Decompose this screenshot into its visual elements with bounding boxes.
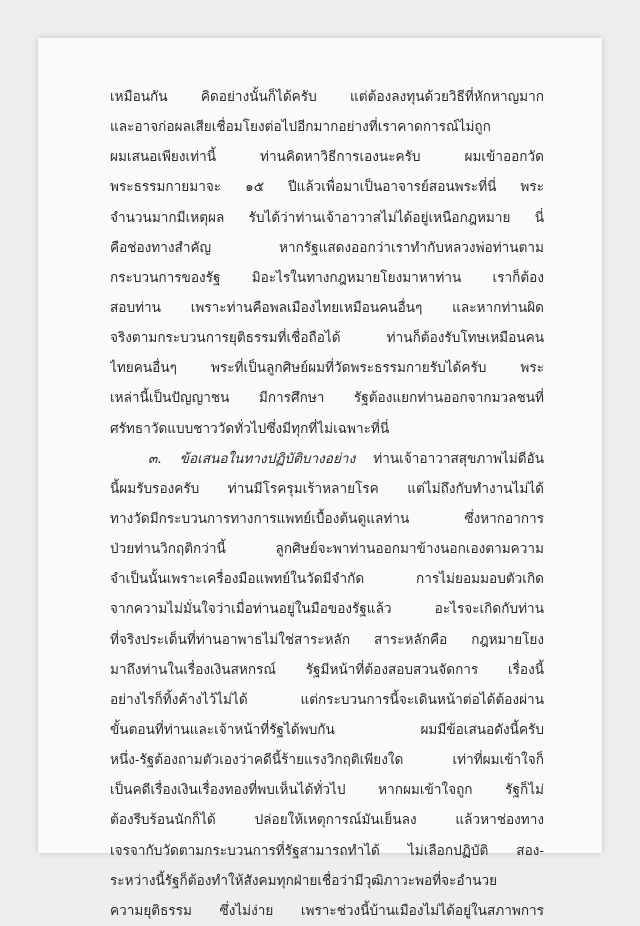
- text-line: จริงตามกระบวนการยุติธรรมที่เชื่อถือได้ ท่านก็ต้องรับโทษเหมือนคน: [110, 330, 544, 347]
- section-heading-continuation: ท่านเจ้าอาวาสสุขภาพไม่ดีอัน: [355, 450, 544, 467]
- text-line: เหมือนกัน คิดอย่างนั้นก็ได้ครับ แต่ต้องลงทุนด้วยวิธีที่หักหาญมาก: [110, 89, 544, 105]
- text-line: สอบท่าน เพราะท่านคือพลเมืองไทยเหมือนคนอื่นๆ และหากท่านผิด: [110, 299, 544, 316]
- text-line: หนึ่ง-รัฐต้องถามตัวเองว่าคดีนี้ร้ายแรงวิกฤติเพียงใด เท่าที่ผมเข้าใจก็: [110, 752, 544, 769]
- text-line: จำเป็นนั้นเพราะเครื่องมือแพทย์ในวัดมีจำกัด การไม่ยอมมอบตัวเกิด: [110, 571, 544, 588]
- paragraph-last-line: ศรัทธาวัดแบบชาววัดทั่วไปซึ่งมีทุกที่ไม่เฉพาะที่นี่: [110, 420, 390, 437]
- text-line: กระบวนการของรัฐ มิอะไรในทางกฎหมายโยงมาหาท่าน เราก็ต้อง: [110, 269, 544, 286]
- text-line: ที่จริงประเด็นที่ท่านอาพาธไม่ใช่สาระหลัก สาระหลักคือ กฎหมายโยง: [110, 631, 544, 648]
- text-line: อย่างไรก็ทิ้งค้างไว้ไม่ได้ แต่กระบวนการนี้จะเดินหน้าต่อได้ต้องผ่าน: [110, 691, 544, 708]
- page-text: [110, 82, 544, 926]
- text-line: ระหว่างนี้รัฐก็ต้องทำให้สังคมทุกฝ่ายเชื่อว่ามีวุฒิภาวะพอที่จะอำนวย: [110, 872, 498, 889]
- text-line: และอาจก่อผลเสียเชื่อมโยงต่อไปอีกมากอย่างที่เราคาดการณ์ไม่ถูก: [110, 119, 491, 136]
- section-heading-line: [110, 444, 544, 474]
- text-line: พระธรรมกายมาจะ ๑๕ ปีแล้วเพื่อมาเป็นอาจารย์สอนพระที่นี่ พระ: [110, 179, 544, 196]
- section-heading: ๓. ข้อเสนอในทางปฏิบัติบางอย่าง: [148, 450, 356, 467]
- text-line: เหล่านี้เป็นปัญญาชน มีการศึกษา รัฐต้องแยกท่านออกจากมวลชนที่: [110, 390, 544, 407]
- text-line: ป่วยท่านวิกฤติกว่านี้ ลูกศิษย์จะพาท่านออกมาข้างนอกเองตามความ: [110, 541, 544, 558]
- text-line: เจรจากับวัดตามกระบวนการที่รัฐสามารถทำได้ ไม่เลือกปฏิบัติ สอง-: [110, 842, 544, 859]
- text-line: จำนวนมากมีเหตุผล รับได้ว่าท่านเจ้าอาวาสไม่ได้อยู่เหนือกฎหมาย นี่: [110, 209, 544, 226]
- text-line: นี้ผมรับรองครับ ท่านมีโรครุมเร้าหลายโรค แต่ไม่ถึงกับทำงานไม่ได้: [110, 480, 544, 497]
- text-line: ขั้นตอนที่ท่านและเจ้าหน้าที่รัฐได้พบกัน ผมมีข้อเสนอดังนี้ครับ: [110, 721, 544, 738]
- text-line: คือช่องทางสำคัญ หากรัฐแสดงออกว่าเราทำกับหลวงพ่อท่านตาม: [110, 239, 544, 256]
- text-line: ต้องรีบร้อนนักก็ได้ ปล่อยให้เหตุการณ์มันเย็นลง แล้วหาช่องทาง: [110, 812, 544, 829]
- text-line: มาถึงท่านในเรื่องเงินสหกรณ์ รัฐมีหน้าที่ต้องสอบสวนจัดการ เรื่องนี้: [110, 661, 544, 678]
- text-line: ทางวัดมีกระบวนการทางการแพทย์เบื้องต้นดูแลท่าน ซึ่งหากอาการ: [110, 510, 544, 527]
- text-line: เป็นคดีเรื่องเงินเรื่องทองที่พบเห็นได้ทั่วไป หากผมเข้าใจถูก รัฐก็ไม่: [110, 782, 544, 799]
- text-line: ความยุติธรรม ซึ่งไม่ง่าย เพราะช่วงนี้บ้านเมืองไม่ได้อยู่ในสภาพการ: [110, 902, 544, 919]
- book-page: [38, 38, 602, 919]
- text-line: ไทยคนอื่นๆ พระที่เป็นลูกศิษย์ผมที่วัดพระธรรมกายรับได้ครับ พระ: [110, 360, 544, 377]
- text-line: ผมเสนอเพียงเท่านี้ ท่านคิดหาวิธีการเองนะครับ ผมเข้าออกวัด: [110, 149, 544, 166]
- text-line: จากความไม่มั่นใจว่าเมื่อท่านอยู่ในมือของรัฐแล้ว อะไรจะเกิดกับท่าน: [110, 601, 544, 618]
